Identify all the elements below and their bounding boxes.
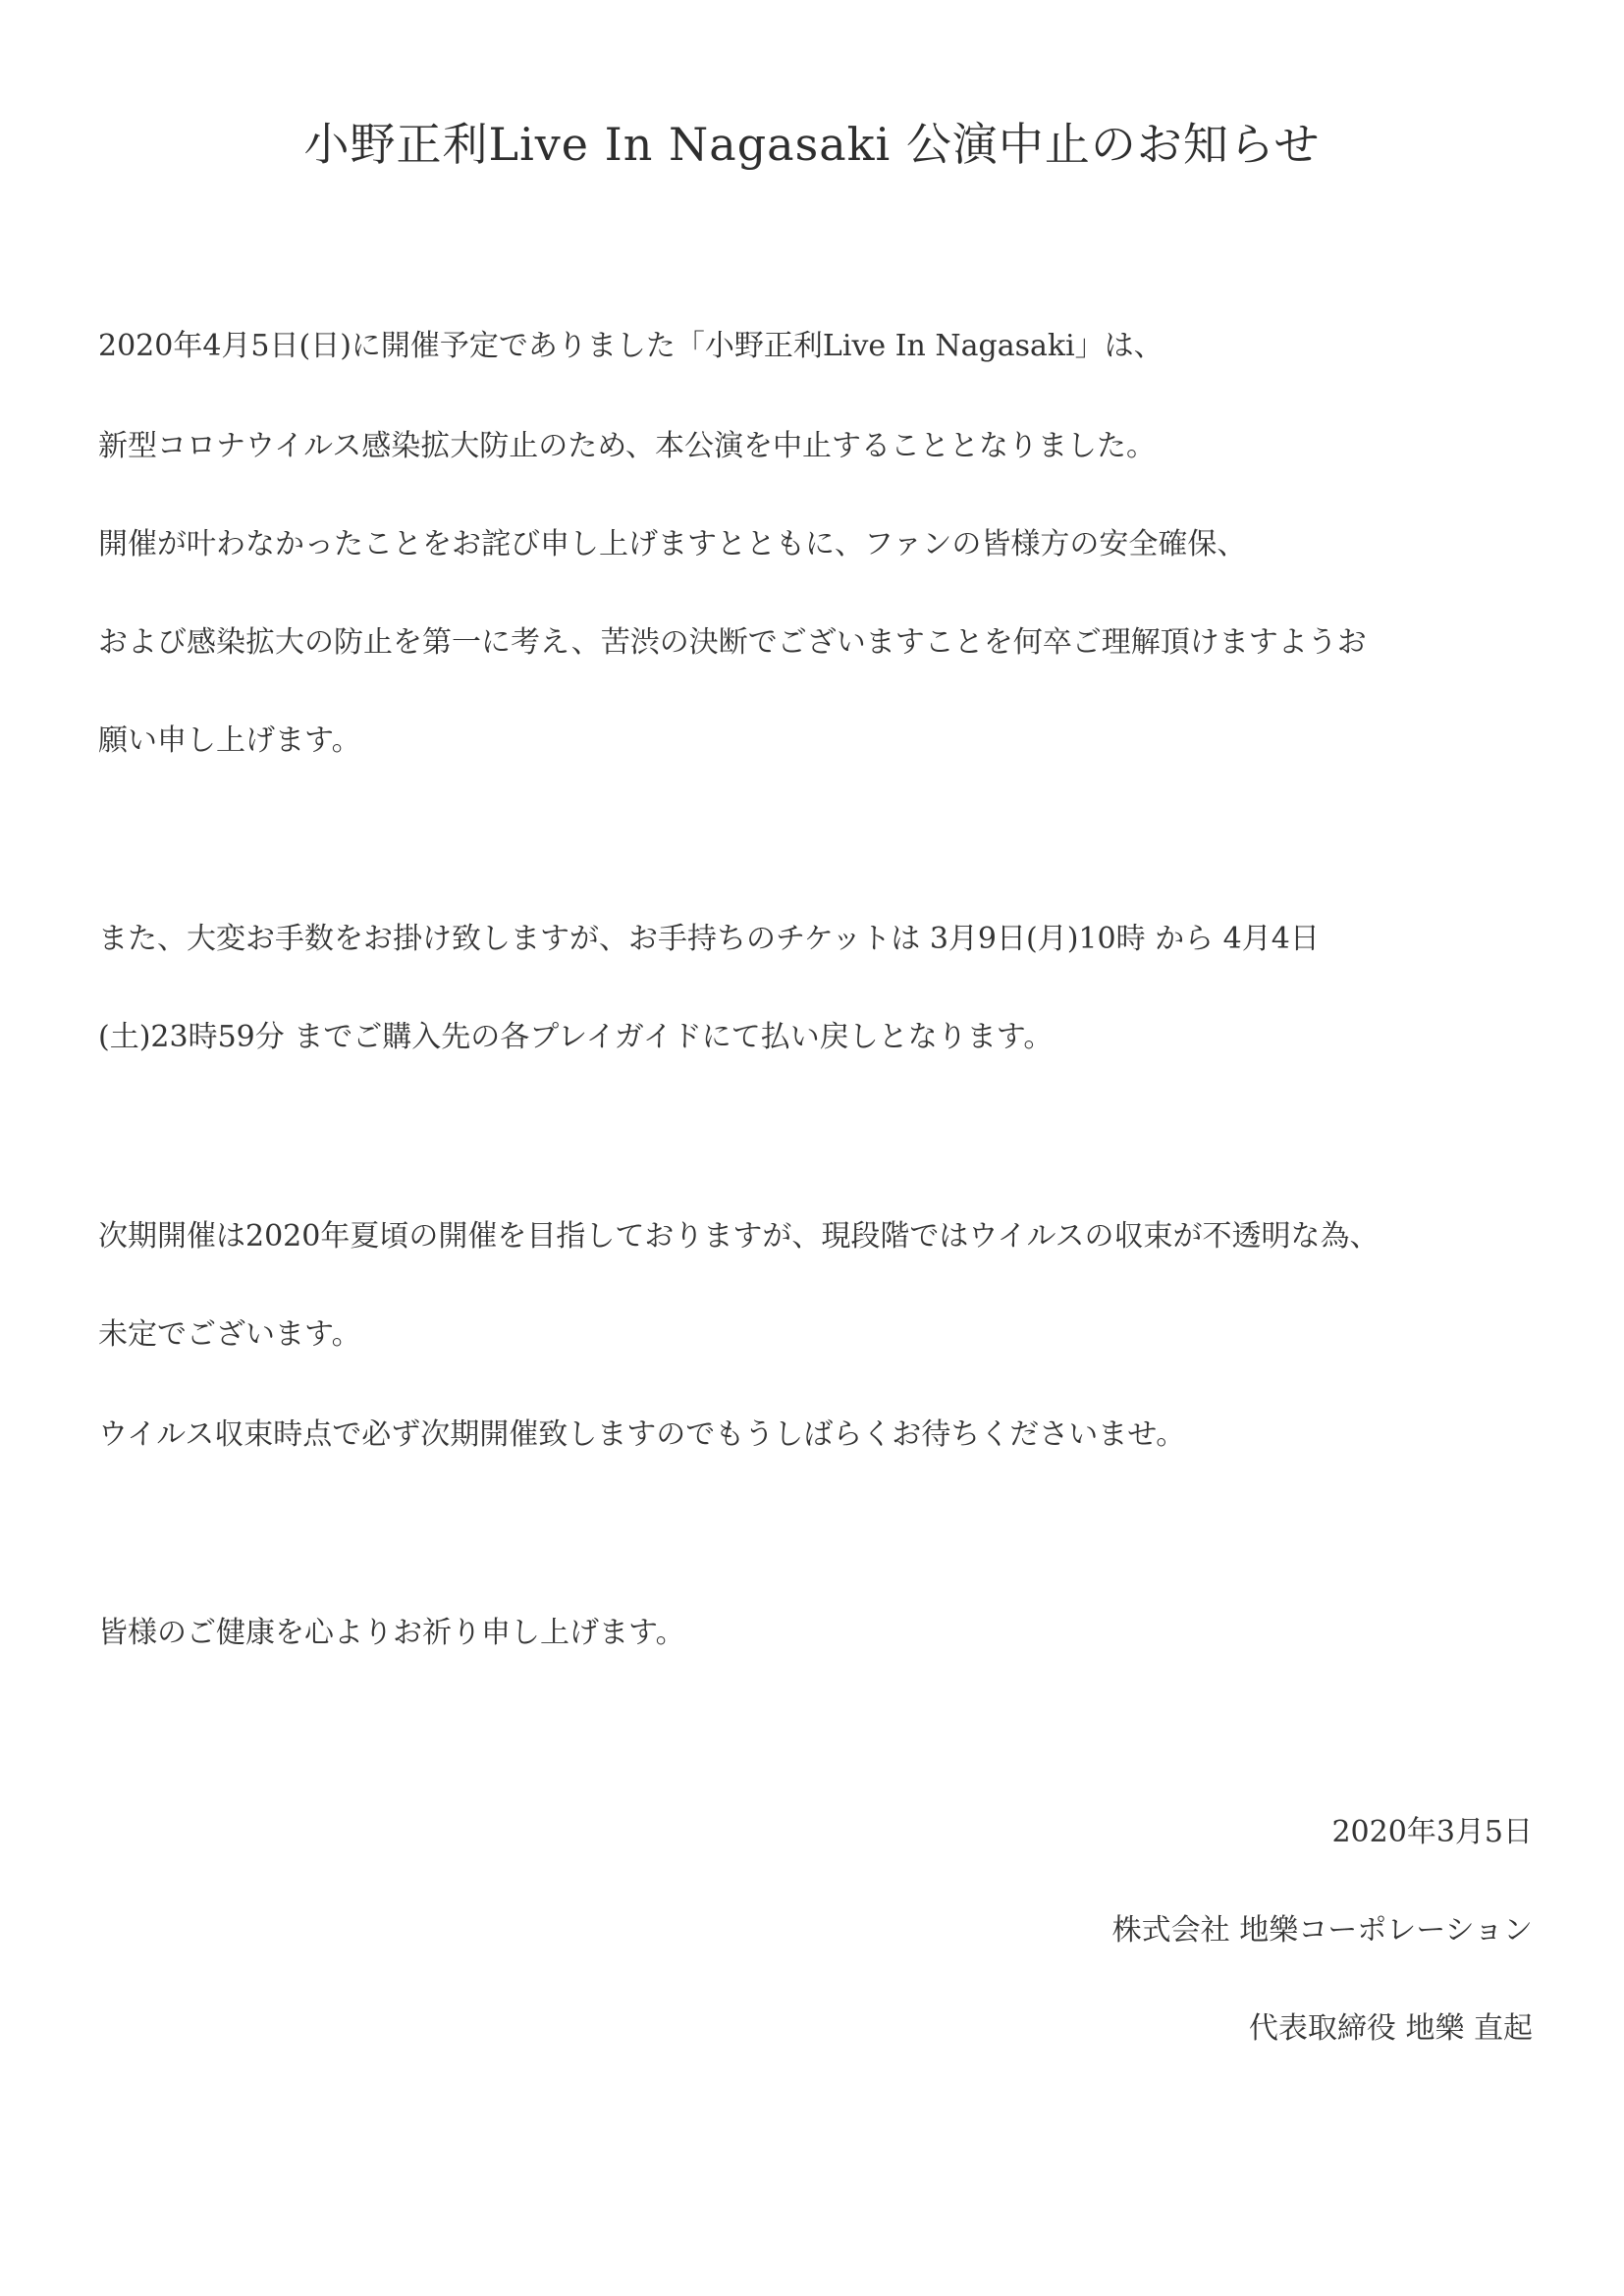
paragraph-3-line-2: 未定でございます。 xyxy=(98,1317,361,1352)
paragraph-1-line-4: および感染拡大の防止を第一に考え、苦渋の決断でございますことを何卒ご理解頂けますようお xyxy=(98,625,1367,660)
company-name: 株式会社 地樂コーポレーション xyxy=(1111,1913,1533,1948)
paragraph-1-line-2: 新型コロナウイルス感染拡大防止のため、本公演を中止することとなりました。 xyxy=(98,429,1156,463)
paragraph-2-line-2: (土)23時59分 までご購入先の各プレイガイドにて払い戻しとなります。 xyxy=(98,1020,1054,1054)
notice-title: 小野正利Live In Nagasaki 公演中止のお知らせ xyxy=(303,118,1321,171)
paragraph-1-line-1: 2020年4月5日(日)に開催予定でありました「小野正利Live In Nagasaki」は、 xyxy=(98,329,1164,363)
paragraph-1-line-5: 願い申し上げます。 xyxy=(98,723,361,758)
paragraph-4-line-1: 皆様のご健康を心よりお祈り申し上げます。 xyxy=(98,1616,685,1650)
paragraph-2-line-1: また、大変お手数をお掛け致しますが、お手持ちのチケットは 3月9日(月)10時 から 4月4日 xyxy=(98,922,1320,956)
paragraph-3-line-3: ウイルス収束時点で必ず次期開催致しますのでもうしばらくお待ちくださいませ。 xyxy=(98,1417,1186,1452)
representative-name: 代表取締役 地樂 直起 xyxy=(1248,2011,1533,2046)
notice-date: 2020年3月5日 xyxy=(1331,1815,1533,1849)
paragraph-3-line-1: 次期開催は2020年夏頃の開催を目指しておりますが、現段階ではウイルスの収束が不透明な為、 xyxy=(98,1219,1380,1254)
paragraph-1-line-3: 開催が叶わなかったことをお詫び申し上げますとともに、ファンの皆様方の安全確保、 xyxy=(98,527,1247,561)
